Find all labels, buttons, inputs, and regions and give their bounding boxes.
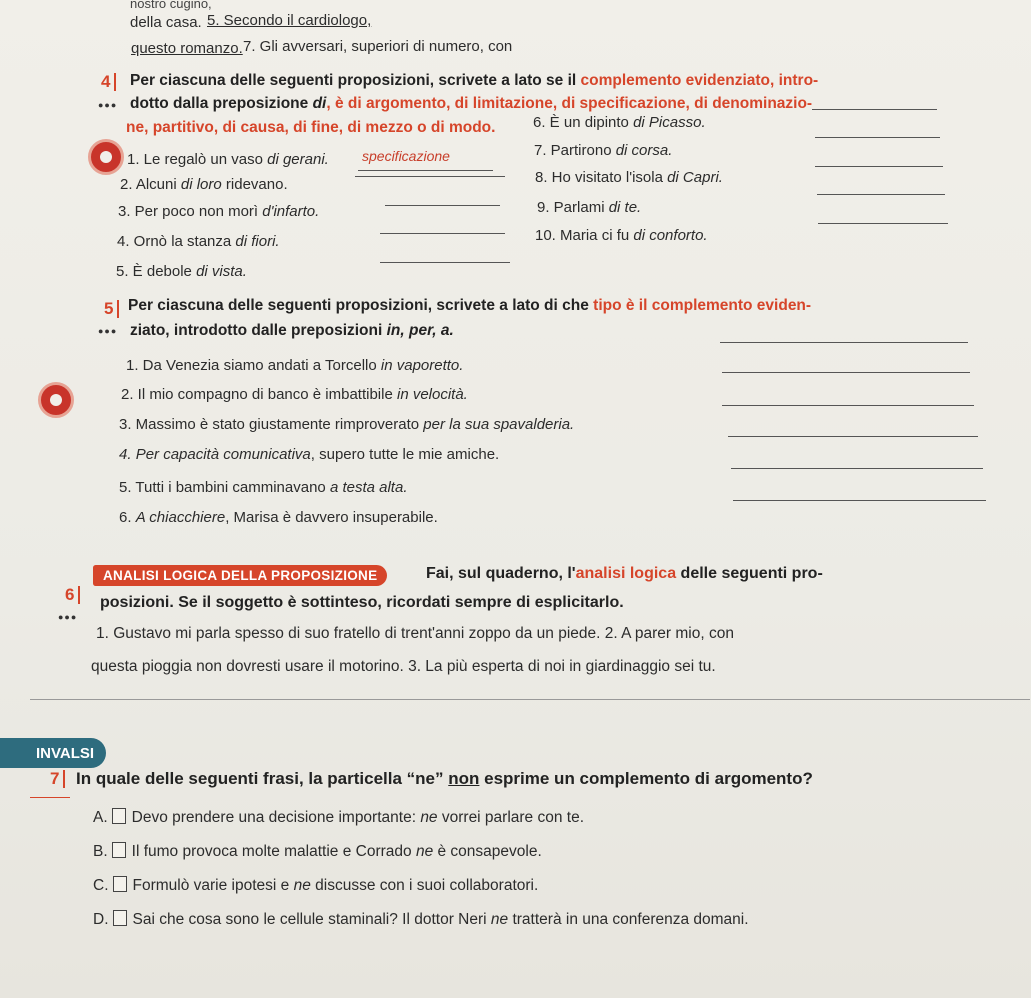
ex5-instruction-2: ziato, introdotto dalle preposizioni in, per, a. [130, 322, 454, 339]
ex4-item-9: 9. Parlami di te. [537, 199, 642, 216]
ex7-option-b[interactable]: B. Il fumo provoca molte malattie e Corrado ne è consapevole. [93, 843, 542, 860]
ex6-instruction-1: Fai, sul quaderno, l'analisi logica delle seguenti pro- [426, 565, 823, 582]
number-underline [30, 797, 70, 798]
ex5-item-2: 2. Il mio compagno di banco è imbattibile in velocità. [121, 386, 468, 403]
audio-icon [38, 382, 74, 418]
ex5-answer-line-2[interactable] [722, 372, 970, 373]
ex7-option-d[interactable]: D. Sai che cosa sono le cellule staminali? Il dottor Neri ne tratterà in una conferenza domani. [93, 911, 749, 928]
exercise-4-number: 4 [101, 73, 116, 91]
exercise-6-number: 6 [65, 586, 80, 604]
ex6-sentence-line-1: 1. Gustavo mi parla spesso di suo fratello di trent'anni zoppo da un piede. 2. A parer mio, con [96, 625, 734, 642]
ex4-answer-line-10[interactable] [818, 223, 948, 224]
ex4-item-5: 5. È debole di vista. [116, 263, 247, 280]
ex4-instruction-3: ne, partitivo, di causa, di fine, di mezzo o di modo. [126, 119, 496, 136]
invalsi-label: INVALSI [0, 738, 106, 768]
ex5-item-4: 4. Per capacità comunicativa, supero tutte le mie amiche. [119, 446, 500, 463]
ex4-item-3: 3. Per poco non morì d'infarto. [118, 203, 320, 220]
option-b-checkbox[interactable] [112, 842, 126, 858]
ex4-answer-line-6[interactable] [812, 109, 937, 110]
ex6-instruction-2: posizioni. Se il soggetto è sottinteso, ricordati sempre di esplicitarlo. [100, 594, 624, 611]
ex6-sentence-line-2: questa pioggia non dovresti usare il motorino. 3. La più esperta di noi in giardinaggio sei tu. [91, 658, 716, 675]
ex4-item-7: 7. Partirono di corsa. [534, 142, 673, 159]
ex5-answer-line-4[interactable] [728, 436, 978, 437]
ex4-item-8: 8. Ho visitato l'isola di Capri. [535, 169, 723, 186]
ex4-answer-line-2[interactable] [355, 176, 505, 177]
exercise-7-number: 7 [50, 770, 65, 788]
ex4-answer-line-1[interactable] [358, 170, 493, 171]
difficulty-dots: ●●● [98, 326, 118, 336]
ex4-answer-line-8[interactable] [815, 166, 943, 167]
audio-icon [88, 139, 124, 175]
ex7-question: In quale delle seguenti frasi, la particella “ne” non esprime un complemento di argomento? [76, 769, 813, 788]
option-c-checkbox[interactable] [113, 876, 127, 892]
ex4-item-4: 4. Ornò la stanza di fiori. [117, 233, 280, 250]
ex5-answer-line-5[interactable] [731, 468, 983, 469]
exercise-5-number: 5 [104, 300, 119, 318]
ex5-answer-line-1[interactable] [720, 342, 968, 343]
top-line-0: nostro cugino, [130, 0, 212, 11]
top-line-1b: 5. Secondo il cardiologo, [207, 12, 372, 29]
top-line-2b: 7. Gli avversari, superiori di numero, con [243, 38, 513, 55]
ex4-item-6: 6. È un dipinto di Picasso. [533, 114, 706, 131]
ex4-answer-line-9[interactable] [817, 194, 945, 195]
difficulty-dots: ●●● [58, 612, 78, 622]
ex5-answer-line-6[interactable] [733, 500, 986, 501]
ex4-item-1: 1. Le regalò un vaso di gerani. [127, 151, 329, 168]
ex7-option-c[interactable]: C. Formulò varie ipotesi e ne discusse con i suoi collaboratori. [93, 877, 539, 894]
ex7-option-a[interactable]: A. Devo prendere una decisione importante: ne vorrei parlare con te. [93, 809, 585, 826]
ex4-instruction-2: dotto dalla preposizione di, è di argomento, di limitazione, di specificazione, di denominazio- [130, 95, 813, 112]
ex5-item-3: 3. Massimo è stato giustamente rimproverato per la sua spavalderia. [119, 416, 575, 433]
ex6-banner: ANALISI LOGICA DELLA PROPOSIZIONE [93, 565, 387, 586]
top-line-2a: questo romanzo. [131, 40, 243, 57]
ex4-answer-line-5[interactable] [380, 262, 510, 263]
ex5-answer-line-3[interactable] [722, 405, 974, 406]
option-a-checkbox[interactable] [112, 808, 126, 824]
section-divider [30, 699, 1030, 700]
top-line-1a: della casa. [130, 14, 202, 31]
ex4-answer-line-4[interactable] [380, 233, 505, 234]
ex5-item-1: 1. Da Venezia siamo andati a Torcello in vaporetto. [126, 357, 464, 374]
ex4-answer-line-7[interactable] [815, 137, 940, 138]
ex4-answer-line-3[interactable] [385, 205, 500, 206]
ex4-item-10: 10. Maria ci fu di conforto. [535, 227, 708, 244]
ex4-item-2: 2. Alcuni di loro ridevano. [120, 176, 288, 193]
ex5-item-6: 6. A chiacchiere, Marisa è davvero insuperabile. [119, 509, 438, 526]
ex4-instruction-1: Per ciascuna delle seguenti proposizioni, scrivete a lato se il complemento evidenziato, intro- [130, 72, 819, 89]
option-d-checkbox[interactable] [113, 910, 127, 926]
ex5-instruction-1: Per ciascuna delle seguenti proposizioni, scrivete a lato di che tipo è il complemento eviden- [128, 297, 812, 314]
ex5-item-5: 5. Tutti i bambini camminavano a testa alta. [119, 479, 408, 496]
ex4-answer-1: specificazione [362, 148, 450, 164]
difficulty-dots: ●●● [98, 100, 118, 110]
